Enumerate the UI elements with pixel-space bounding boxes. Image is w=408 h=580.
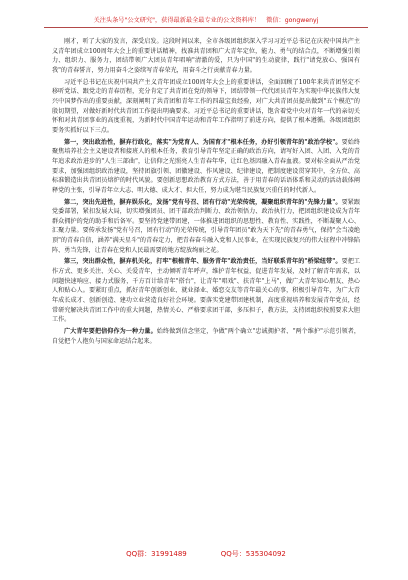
paragraph-point-3 [52,257,360,325]
paragraph-intro [52,37,360,76]
header-divider [44,27,368,28]
paragraph-summary [52,78,360,136]
paragraph-text: 要始终聚焦培养社会主义建设者和接班人的根本任务，教育引导青年坚定正确的政治方向，请写好入团、入团、入党的青年追求政治进步的"人生三部曲"，让信仰之光照亮人生青春年华，让红色基因融入青春血液。要对标全面从严治党要求，加强团组织政治建设，坚持团旗引领、团徽建设、作风建设、纪律建设，把制度建设贯穿其中，全方位、高标准锻造出共青团员熔炉的时代风貌。要创新思想政治教育方式方法，善于用青春的话语体系和灵动的活动载体阐释党的主张，引导青年立大志、明大德、成大才、担大任，努力成为堪当民族复兴重任的时代新人。 [52,138,360,194]
footer-qq-group: QQ群：31991489 [126,550,187,558]
paragraph-text: 始终做到信念坚定，争做"两个确立"忠诚拥护者、"两个维护"示范引领者，自觉把个人抱负与国家命运结合起来。 [52,328,360,345]
paragraph-point-2 [52,198,360,256]
paragraph-text: 习近平总书记在庆祝中国共产主义青年团成立100周年大会上的重要讲话，全面回顾了100年来共青团坚定不移听党话、跟党走的青春历程，充分肯定了共青团在党的领导下，团结带领一代代团员青年为实现中华民族伟大复兴中国梦作出的重要贡献，深刻阐明了共青团和青年工作的四最宝贵经验，对广大共青团员提出做到"五个模范"的殷切期望，对做好新时代共青团工作提出明确要求。习近平总书记的重要讲话，饱含着党中央对青年一代的亲切关怀和对共青团事业的高度重视，为新时代中国青年运动和青年工作指明了前进方向，提供了根本遵循。各级团组织要务实抓好以下三点。 [52,78,360,134]
paragraph-lead: 广大青年要把信仰作为一种力量。 [64,328,157,336]
paragraph-text: 要紧跟党委部署，紧扣发展大局，切实增强团员、团干部政治判断力、政治领悟力、政治执行力，把团组织建设成为青年群众拥护的党的助手和后备军。要坚持党建带团建，一体推进团组织的思想性、教育性、实践性，不断凝聚人心、汇聚力量。要传承发扬"党有号召，团有行动"的光荣传统，引导青年团员"敢为天下先"的青春勇气，保持"会当凌绝顶"的青春自信，涵养"满天星斗"的青春定力，把青春奋斗融入党和人民事业，在实现民族复兴的伟大征程中冲锋陷阵、勇当先锋，让青春在党和人民最需要的地方绽放绚丽之花。 [52,198,360,254]
page-footer [44,549,368,559]
footer-qq-number: QQ号：535304092 [220,550,286,558]
document-body [52,37,360,537]
paragraph-closing [52,327,360,346]
paragraph-point-1 [52,138,360,196]
header-wechat-id: 微信：gongwenyj [266,17,319,24]
paragraph-text: 刚才，听了大家的发言，深受启发。这段时间以来，全市各级团组织深入学习习近平总书记在庆祝中国共产主义青年团成立100周年大会上的重要讲话精神，找准共青团和广大青年定位，能力、勇气的结合点，不断增强引领力、组织力、服务力，团结带领广大团员青年唱响"清澈的爱，只为中国"的生动旋律，践行"请党放心、强国有我"的青春誓言，努力用奋斗之姿续写青春荣光，用奋斗之行贡献青春力量。 [52,38,360,74]
page-header [44,15,368,24]
paragraph-lead: 第三，突出群众性，摒弃机关化，打牢"根植青年、服务青年"政治责任，当好联系青年的"桥梁纽带"。 [64,258,342,266]
paragraph-lead: 第二，突出先进性，摒弃娱乐化，发扬"党有号召、团有行动"光荣传统，凝聚组织青年的"先锋力量"。 [64,198,342,206]
header-promo-text: 关注头条号"公文研究"，获得最新最全最专业的公文资料库！ [93,17,261,24]
paragraph-text: 要把工作方式、更多关注、关心、关爱青年，主动倾听青年呼声，维护青年权益，促进青年发展，及时了解青年需求，以问题快速响应、接力式服务，千方百计给青年"搭台"，让青年"唱戏"、扶青年"上马"，做广大青年知心朋友、热心人和贴心人。要紧盯重点，抓好青年创新创业、就业择业、婚恋交友等青年最关心的事，积极引导青年，为广大青年成长成才、创新创造、建功立业营造良好社会环境。要落实党建带团建机制，高度重视培养和发展青年党员，经常研究解决共青团工作中的重大问题，热情关心、严格要求团干部，多压担子，教方法，支持团组织按照要求大胆工作。 [52,258,360,324]
paragraph-lead: 第一，突出政治性，摒弃行政化，落实"为党育人、为国育才"根本任务，办好引领青年的"政治学校"。 [64,138,342,146]
